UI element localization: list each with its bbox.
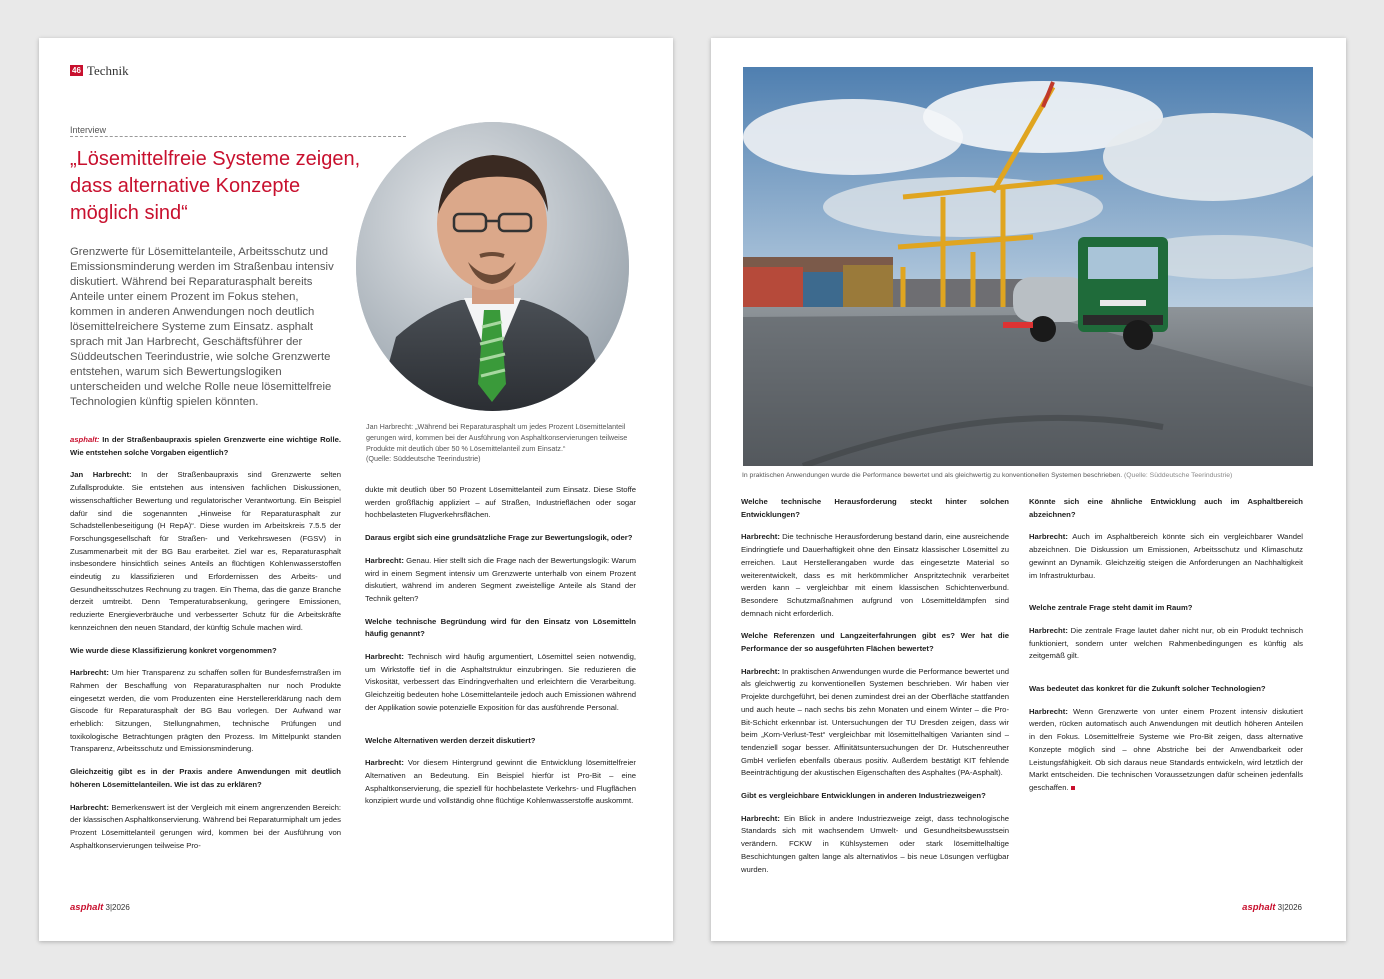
- footer-brand: asphalt: [1242, 902, 1276, 913]
- speaker: Harbrecht:: [741, 666, 780, 676]
- answer-text: Die technische Herausforderung bestand darin, eine ausreichende Eindringtiefe und Dauerhaftigkeit ohne den Einsatz klassischer Lösemittel zu erreichen. Laut Herstellerangaben wurde das eingesetzte Material so weiterentwickelt, dass es mit herkömmlicher Anspritztechnik verarbeitet werden kann – vergleichbar mit einem klassischen Schichtenverbund. Besondere Schutzmaßnahmen aufgrund von Lösemitteldämpfen sind demnach nicht erforderlich.: [741, 532, 1009, 618]
- answer: [741, 666, 1009, 780]
- speaker: Harbrecht:: [365, 555, 404, 565]
- question: Wie wurde diese Klassifizierung konkret vorgenommen?: [70, 645, 277, 655]
- answer: [70, 802, 341, 853]
- speaker: Harbrecht:: [365, 758, 404, 768]
- question: [70, 434, 341, 459]
- brand-mark: asphalt:: [70, 435, 100, 444]
- kicker: Interview: [70, 125, 406, 137]
- question: Welche Referenzen und Langzeiterfahrungen gibt es? Wer hat die Performance der so ausgeführten Flächen bewertet?: [741, 631, 1009, 654]
- photo-caption-text: In praktischen Anwendungen wurde die Performance bewertet und als gleichwertig zu konventionellen Systemen beschrieben.: [742, 472, 1123, 479]
- answer-text: In der Straßenbaupraxis sind Grenzwerte selten Zufallsprodukte. Sie entstehen aus intensiven fachlichen Diskussionen, wissenschaftlicher Bewertung und regulatorischer Verantwortung. Ein Beispiel dafür sind die sogenannten „Hinweise für Reparaturasphalt zur Schadstellenbeseitigung (H RepA)“. Diese wurden im Arbeitskreis 7.5.5 der Forschungsgesellschaft für Straßen- und Verkehrswesen (FGSV) in Zusammenarbeit mit der BG Bau erarbeitet. Ziel war es, Reparaturasphalt insbesondere hinsichtlich seines Anteils an flüchtigen Kohlenwasserstoffen eindeutig zu klassifizieren und Erfordernissen des Arbeits- und Gesundheitsschutzes Rechnung zu tragen. Ein Thema, das die ganze Branche derzeit umtreibt. Denn Temperaturabsenkung, geringere Emissionen, reduzierte Energieverbräuche und verbesserter Schutz für die Arbeitskräfte kennzeichnen den neuen Standard, der künftig Schule machen wird.: [70, 470, 341, 632]
- speaker: Harbrecht:: [1029, 706, 1068, 716]
- answer-text: In praktischen Anwendungen wurde die Performance bewertet und als gleichwertig zu konventionellen Systemen beschrieben. Wir haben vier Projekte durchgeführt, bei denen zumindest drei an der Oberfläche stattfanden und auch heute – nach sechs bis zehn Monaten und einem Winter – die Pro-Bit-Schicht erkennbar ist. Untersuchungen der TU Dresden zeigen, dass wir beim „Korn-Verlust-Test“ vergleichbar mit lösemittelhaltigen Varianten sind – tendenziell sogar besser. Affinitätsuntersuchungen der Dr. Hutschenreuther GmbH verliefen ebenfalls überaus positiv. Außerdem bestätigt KIT fehlende Beeinträchtigung der akustischen Eigenschaften des Asphaltes (PA-Asphalt).: [741, 666, 1009, 778]
- speaker: Harbrecht:: [741, 813, 780, 823]
- speaker: Jan Harbrecht:: [70, 470, 132, 480]
- intro-text: Grenzwerte für Lösemittelanteile, Arbeitsschutz und Emissionsminderung werden im Straßenbau intensiv diskutiert. Während bei Reparaturasphalt bereits Anteile unter einem Prozent im Fokus stehen, kommen in anderen Anwendungen noch deutlich lösemittelreichere Systeme zum Einsatz. asphalt sprach mit Jan Harbrecht, Geschäftsführer der Süddeutschen Teerindustrie, wie solche Grenzwerte entstehen, warum sich Bewertungslogiken unterscheiden und welche Rolle neue lösemittelfreie Technologien künftig spielen könnten.: [70, 246, 334, 408]
- truck-photo: [743, 67, 1313, 466]
- answer: [365, 651, 636, 715]
- question: Welche technische Herausforderung steckt hinter solchen Entwicklungen?: [741, 497, 1009, 519]
- answer: [1029, 706, 1303, 795]
- left-page: [39, 38, 673, 941]
- section-header: [70, 63, 129, 79]
- answer-text: Vor diesem Hintergrund gewinnt die Entwicklung lösemittelfreier Alternativen an Bedeutung. Ein Beispiel hierfür ist Pro-Bit – eine Asphaltkonservierung, die speziell für hochbelastete Verkehrs- und Flugflächen konzipiert wurde und vollständig ohne flüchtige Kohlenwasserstoffe auskommt.: [365, 758, 636, 806]
- answer: [365, 555, 636, 606]
- footer-issue: 3|2026: [105, 903, 130, 912]
- footer-issue: 3|2026: [1277, 903, 1302, 912]
- portrait-illustration: [356, 122, 629, 411]
- portrait-caption-source: (Quelle: Süddeutsche Teerindustrie): [366, 454, 481, 464]
- answer-text: Technisch wird häufig argumentiert, Lösemittel seien notwendig, um Wirkstoffe tief in die Asphaltstruktur einzubringen. Sie reduzieren die Viskosität, verbessert das Eindringverhalten und erleichtern die Verarbeitung. Gleichzeitig bedeuten hohe Lösemittelanteile jedoch auch Emissionen während der Applikation sowie potenzielle Exposition für das ausführende Personal.: [365, 652, 636, 712]
- answer-text: Bemerkenswert ist der Vergleich mit einem angrenzenden Bereich: der klassischen Asphaltkonservierung. Während bei Reparaturmiphalt um jedes Prozent Lösemittelanteil gerungen wird, kommen bei der Ausführung von Asphaltkonservierungen teilweise Pro-: [70, 802, 341, 850]
- answer-text: Wenn Grenzwerte von unter einem Prozent intensiv diskutiert werden, rücken automatisch auch Anwendungen mit deutlich höheren Anteilen in den Fokus. Lösemittelfreie Systeme wie Pro-Bit zeigen, dass alternative Konzepte möglich sind – ohne Abstriche bei der Anwendbarkeit oder Leistungsfähigkeit. Ob sich daraus neue Standards entwickeln, wird letztlich der Markt entscheiden. Die technischen Voraussetzungen dafür scheinen jedenfalls geschaffen.: [1029, 706, 1303, 792]
- answer: [365, 757, 636, 808]
- article-column-3: [741, 496, 1009, 886]
- page-footer: [1242, 902, 1302, 913]
- answer-text: Um hier Transparenz zu schaffen sollen für Bundesfernstraßen im Rahmen der Beschaffung von Reparaturasphalten nur noch Produkte eingesetzt werden, die vom Produzenten eine Herstellererklärung nach dem Giscode für Reparaturasphalt der BG Bau vorlegen. Der Aufwand war erheblich: Sitzungen, Stellungnahmen, technische Prüfungen und toxikologische Betrachtungen prägten den Prozess. Im Mittelpunkt standen Transparenz, Arbeitsschutz und Emissionsminderung.: [70, 668, 341, 754]
- question: Was bedeutet das konkret für die Zukunft solcher Technologien?: [1029, 684, 1266, 694]
- page-footer: [70, 902, 130, 913]
- answer: [70, 469, 341, 634]
- question: Welche Alternativen werden derzeit diskutiert?: [365, 735, 536, 745]
- question: Gleichzeitig gibt es in der Praxis andere Anwendungen mit deutlich höheren Lösemittelanteilen. Wie ist das zu erklären?: [70, 767, 341, 789]
- question: Daraus ergibt sich eine grundsätzliche Frage zur Bewertungslogik, oder?: [365, 533, 633, 543]
- answer: [1029, 625, 1303, 663]
- answer-text: Ein Blick in andere Industriezweige zeigt, dass technologische Standards sich mit wachsendem Umwelt- und Gesundheitsbewusstsein verändern. FCKW in Kühlsystemen oder stark lösemittelhaltige Beschichtungen galten lange als alternativlos – bis neue Lösungen verfügbar wurden.: [741, 813, 1009, 874]
- right-page: [711, 38, 1346, 941]
- answer: [741, 813, 1009, 877]
- speaker: Harbrecht:: [70, 668, 109, 678]
- footer-brand: asphalt: [70, 902, 104, 913]
- question: Gibt es vergleichbare Entwicklungen in anderen Industriezweigen?: [741, 791, 986, 801]
- speaker: Harbrecht:: [1029, 625, 1068, 635]
- portrait-photo: [356, 122, 629, 411]
- article-column-1: [70, 434, 341, 862]
- answer: [1029, 531, 1303, 582]
- photo-caption-source: (Quelle: Süddeutsche Teerindustrie): [1124, 472, 1233, 479]
- port-truck-illustration: [743, 67, 1313, 466]
- speaker: Harbrecht:: [70, 802, 109, 812]
- answer-continued: dukte mit deutlich über 50 Prozent Lösemittelanteil zum Einsatz. Diese Stoffe werden großflächig appliziert – auf Straßen, Industrieflächen oder sogar hochbelasteten Flugverkehrsflächen.: [365, 485, 636, 520]
- headline: „Lösemittelfreie Systeme zeigen, dass alternative Konzepte möglich sind“: [70, 148, 361, 224]
- question: Welche zentrale Frage steht damit im Raum?: [1029, 603, 1193, 613]
- speaker: Harbrecht:: [741, 532, 780, 542]
- question-text: In der Straßenbaupraxis spielen Grenzwerte eine wichtige Rolle. Wie entstehen solche Vorgaben eigentlich?: [70, 435, 341, 457]
- question: Welche technische Begründung wird für den Einsatz von Lösemitteln häufig genannt?: [365, 616, 636, 639]
- answer-text: Auch im Asphaltbereich könnte sich ein vergleichbarer Wandel abzeichnen. Die Diskussion um Emissionen, Arbeitsschutz und Klimaschutz gewinnt an Dynamik. Gleichzeitig steigen die Anforderungen an Nachhaltigkeit im Infrastrukturbau.: [1029, 532, 1303, 580]
- article-column-2: [365, 484, 636, 818]
- page-number: 46: [72, 66, 81, 75]
- section-title: Technik: [86, 63, 129, 78]
- answer-text: Die zentrale Frage lautet daher nicht nur, ob ein Produkt technisch funktioniert, sondern unter welchen Rahmenbedingungen es künftig als zeitgemäß gilt.: [1029, 625, 1303, 661]
- answer: [70, 667, 341, 756]
- speaker: Harbrecht:: [365, 652, 404, 662]
- photo-caption: [742, 472, 1312, 479]
- answer-text: Genau. Hier stellt sich die Frage nach der Bewertungslogik: Warum wird in einem Segment intensiv um Grenzwerte unterhalb von einem Prozent diskutiert, während im anderen Segment zweistellige Anteile als Stand der Technik gelten?: [365, 555, 636, 603]
- answer: [741, 531, 1009, 620]
- article-column-4: [1029, 496, 1303, 805]
- question: Könnte sich eine ähnliche Entwicklung auch im Asphaltbereich abzeichnen?: [1029, 497, 1303, 519]
- end-mark-icon: [1071, 786, 1075, 790]
- portrait-caption: [366, 422, 628, 465]
- portrait-caption-text: Jan Harbrecht: „Während bei Reparaturasphalt um jedes Prozent Lösemittelanteil gerungen wird, kommen bei der Ausführung von Asphaltkonservierungen teilweise Produkte mit deutlich über 50 % Lösemittelanteil zum Einsatz.“: [366, 422, 628, 453]
- speaker: Harbrecht:: [1029, 532, 1068, 542]
